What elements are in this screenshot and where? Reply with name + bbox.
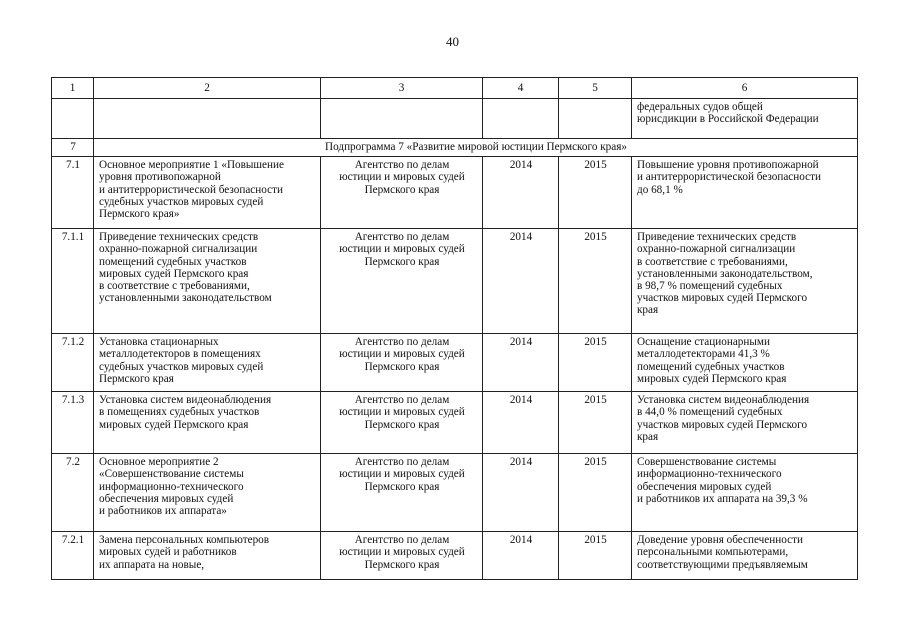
row-name: Установка стационарных металлодетекторов в помещениях судебных участков мировых судей Пермского края: [94, 334, 321, 392]
table-row: [52, 229, 858, 334]
row-number: 7.2: [52, 454, 94, 532]
row-start-year: 2014: [483, 392, 559, 454]
row-number: 7.2.1: [52, 532, 94, 580]
row-end-year: 2015: [559, 532, 632, 580]
row-name: Замена персональных компьютеров мировых судей и работников их аппарата на новые,: [94, 532, 321, 580]
header-cell: 6: [632, 78, 858, 99]
header-cell: 2: [94, 78, 321, 99]
continuation-row: [52, 99, 858, 139]
program-table: [51, 77, 858, 580]
row-name: Приведение технических средств охранно-пожарной сигнализации помещений судебных участков мировых судей Пермского края в соответствие с требованиями, установленными законодательством: [94, 229, 321, 334]
header-cell: 4: [483, 78, 559, 99]
subprogram-row: [52, 139, 858, 157]
continuation-result: федеральных судов общей юрисдикции в Российской Федерации: [632, 99, 858, 139]
row-start-year: 2014: [483, 229, 559, 334]
row-result: Доведение уровня обеспеченности персональными компьютерами, соответствующими предъявляемым: [632, 532, 858, 580]
row-end-year: 2015: [559, 334, 632, 392]
header-row: [52, 78, 858, 99]
row-result: Повышение уровня противопожарной и антитеррористической безопасности до 68,1 %: [632, 157, 858, 229]
table-row: [52, 392, 858, 454]
subprogram-number: 7: [52, 139, 94, 157]
header-cell: 1: [52, 78, 94, 99]
row-name: Установка систем видеонаблюдения в помещениях судебных участков мировых судей Пермского края: [94, 392, 321, 454]
row-end-year: 2015: [559, 157, 632, 229]
row-number: 7.1.3: [52, 392, 94, 454]
continuation-cell: [52, 99, 94, 139]
row-name: Основное мероприятие 1 «Повышение уровня противопожарной и антитеррористической безопасности судебных участков мировых судей Пермского края»: [94, 157, 321, 229]
row-executor: Агентство по делам юстиции и мировых судей Пермского края: [321, 454, 483, 532]
row-start-year: 2014: [483, 532, 559, 580]
row-executor: Агентство по делам юстиции и мировых судей Пермского края: [321, 532, 483, 580]
row-number: 7.1.1: [52, 229, 94, 334]
row-result: Совершенствование системы информационно-технического обеспечения мировых судей и работников их аппарата на 39,3 %: [632, 454, 858, 532]
row-result: Установка систем видеонаблюдения в 44,0 % помещений судебных участков мировых судей Пермского края: [632, 392, 858, 454]
table-row: [52, 334, 858, 392]
row-start-year: 2014: [483, 157, 559, 229]
table-row: [52, 532, 858, 580]
continuation-cell: [483, 99, 559, 139]
row-executor: Агентство по делам юстиции и мировых судей Пермского края: [321, 229, 483, 334]
row-executor: Агентство по делам юстиции и мировых судей Пермского края: [321, 157, 483, 229]
row-result: Приведение технических средств охранно-пожарной сигнализации в соответствие с требованиями, установленными законодательством, в 98,7 % помещений судебных участков мировых судей Пермского края: [632, 229, 858, 334]
row-executor: Агентство по делам юстиции и мировых судей Пермского края: [321, 334, 483, 392]
table-row: [52, 454, 858, 532]
row-number: 7.1: [52, 157, 94, 229]
row-start-year: 2014: [483, 454, 559, 532]
row-name: Основное мероприятие 2 «Совершенствование системы информационно-технического обеспечения мировых судей и работников их аппарата»: [94, 454, 321, 532]
table-row: [52, 157, 858, 229]
row-executor: Агентство по делам юстиции и мировых судей Пермского края: [321, 392, 483, 454]
header-cell: 3: [321, 78, 483, 99]
row-result: Оснащение стационарными металлодетекторами 41,3 % помещений судебных участков мировых судей Пермского края: [632, 334, 858, 392]
row-end-year: 2015: [559, 229, 632, 334]
continuation-cell: [559, 99, 632, 139]
continuation-cell: [94, 99, 321, 139]
row-end-year: 2015: [559, 454, 632, 532]
continuation-cell: [321, 99, 483, 139]
page-number: 40: [446, 34, 459, 49]
header-cell: 5: [559, 78, 632, 99]
row-start-year: 2014: [483, 334, 559, 392]
row-number: 7.1.2: [52, 334, 94, 392]
subprogram-title: Подпрограмма 7 «Развитие мировой юстиции Пермского края»: [94, 139, 858, 157]
row-end-year: 2015: [559, 392, 632, 454]
